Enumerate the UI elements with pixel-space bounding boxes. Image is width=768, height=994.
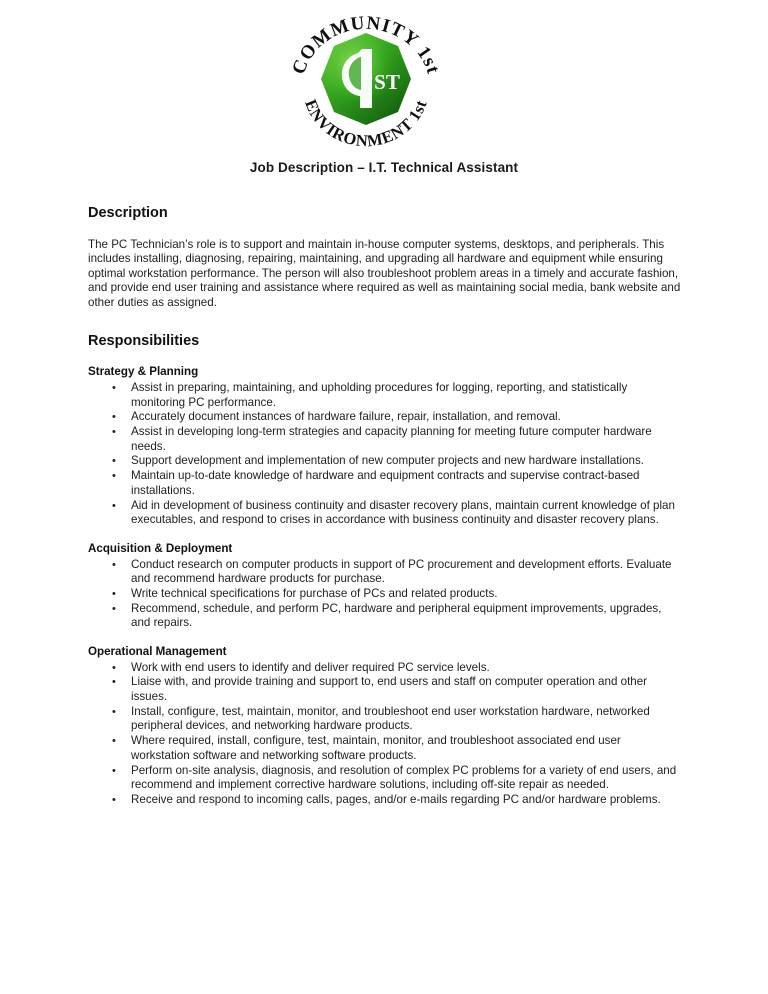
list-item: • Work with end users to identify and deliver required PC service levels. bbox=[88, 661, 682, 676]
page-title: Job Description – I.T. Technical Assistant bbox=[249, 160, 519, 175]
company-logo bbox=[286, 13, 446, 149]
list-item: • Assist in developing long-term strategies and capacity planning for meeting future computer hardware needs. bbox=[88, 425, 682, 454]
list-item: • Liaise with, and provide training and support to, end users and staff on computer operation and other issues. bbox=[88, 675, 682, 704]
list-item: • Support development and implementation of new computer projects and new hardware installations. bbox=[88, 454, 682, 469]
list-item: • Assist in preparing, maintaining, and upholding procedures for logging, reporting, and statistically monitoring PC performance. bbox=[88, 381, 682, 410]
subheading-acquisition-deployment: Acquisition & Deployment bbox=[88, 541, 233, 555]
list-item: • Perform on-site analysis, diagnosis, and resolution of complex PC problems for a variety of end users, and recommend and implement corrective hardware solutions, including off-site repair as needed. bbox=[88, 764, 682, 793]
heading-description: Description bbox=[88, 205, 168, 221]
list-item: • Receive and respond to incoming calls, pages, and/or e-mails regarding PC and/or hardware problems. bbox=[88, 793, 682, 808]
list-item: • Maintain up-to-date knowledge of hardware and equipment contracts and supervise contract-based installations. bbox=[88, 469, 682, 498]
document-content bbox=[88, 205, 682, 822]
heading-responsibilities: Responsibilities bbox=[88, 332, 200, 349]
logo-emblem-icon bbox=[321, 33, 411, 125]
bullet-list-strategy-planning bbox=[88, 381, 682, 528]
list-item: • Where required, install, configure, test, maintain, monitor, and troubleshoot associated end user workstation software and networking software products. bbox=[88, 734, 682, 763]
description-paragraph: The PC Technician’s role is to support and maintain in-house computer systems, desktops, and peripherals. This includes installing, diagnosing, repairing, maintaining, and upgrading all hardware and equipment while ensuring optimal workstation performance. The person will also troubleshoot problem areas in a timely and accurate fashion, and provide end user training and assistance where required as well as maintaining social media, bank website and other duties as assigned. bbox=[88, 237, 681, 310]
bullet-list-operational-management bbox=[88, 661, 682, 808]
bullet-list-acquisition-deployment bbox=[88, 558, 682, 632]
list-item: • Install, configure, test, maintain, monitor, and troubleshoot end user workstation hardware, networked peripheral devices, and networking hardware products. bbox=[88, 705, 682, 734]
list-item: • Accurately document instances of hardware failure, repair, installation, and removal. bbox=[88, 410, 682, 425]
list-item: • Conduct research on computer products in support of PC procurement and development efforts. Evaluate and recommend hardware products for purchase. bbox=[88, 558, 682, 587]
subheading-operational-management: Operational Management bbox=[88, 645, 227, 659]
list-item: • Recommend, schedule, and perform PC, hardware and peripheral equipment improvements, upgrades, and repairs. bbox=[88, 602, 682, 631]
logo-arc-bottom-text: ENVIRONMENT 1st bbox=[301, 96, 431, 149]
list-item: • Aid in development of business continuity and disaster recovery plans, maintain current knowledge of plan executables, and respond to crises in accordance with business continuity and disaster recovery plans. bbox=[88, 499, 682, 528]
logo-arc-top-text: COMMUNITY 1st bbox=[288, 13, 444, 78]
logo-emblem-st-text: ST bbox=[374, 70, 400, 94]
list-item: • Write technical specifications for purchase of PCs and related products. bbox=[88, 587, 682, 602]
subheading-strategy-planning: Strategy & Planning bbox=[88, 365, 199, 379]
